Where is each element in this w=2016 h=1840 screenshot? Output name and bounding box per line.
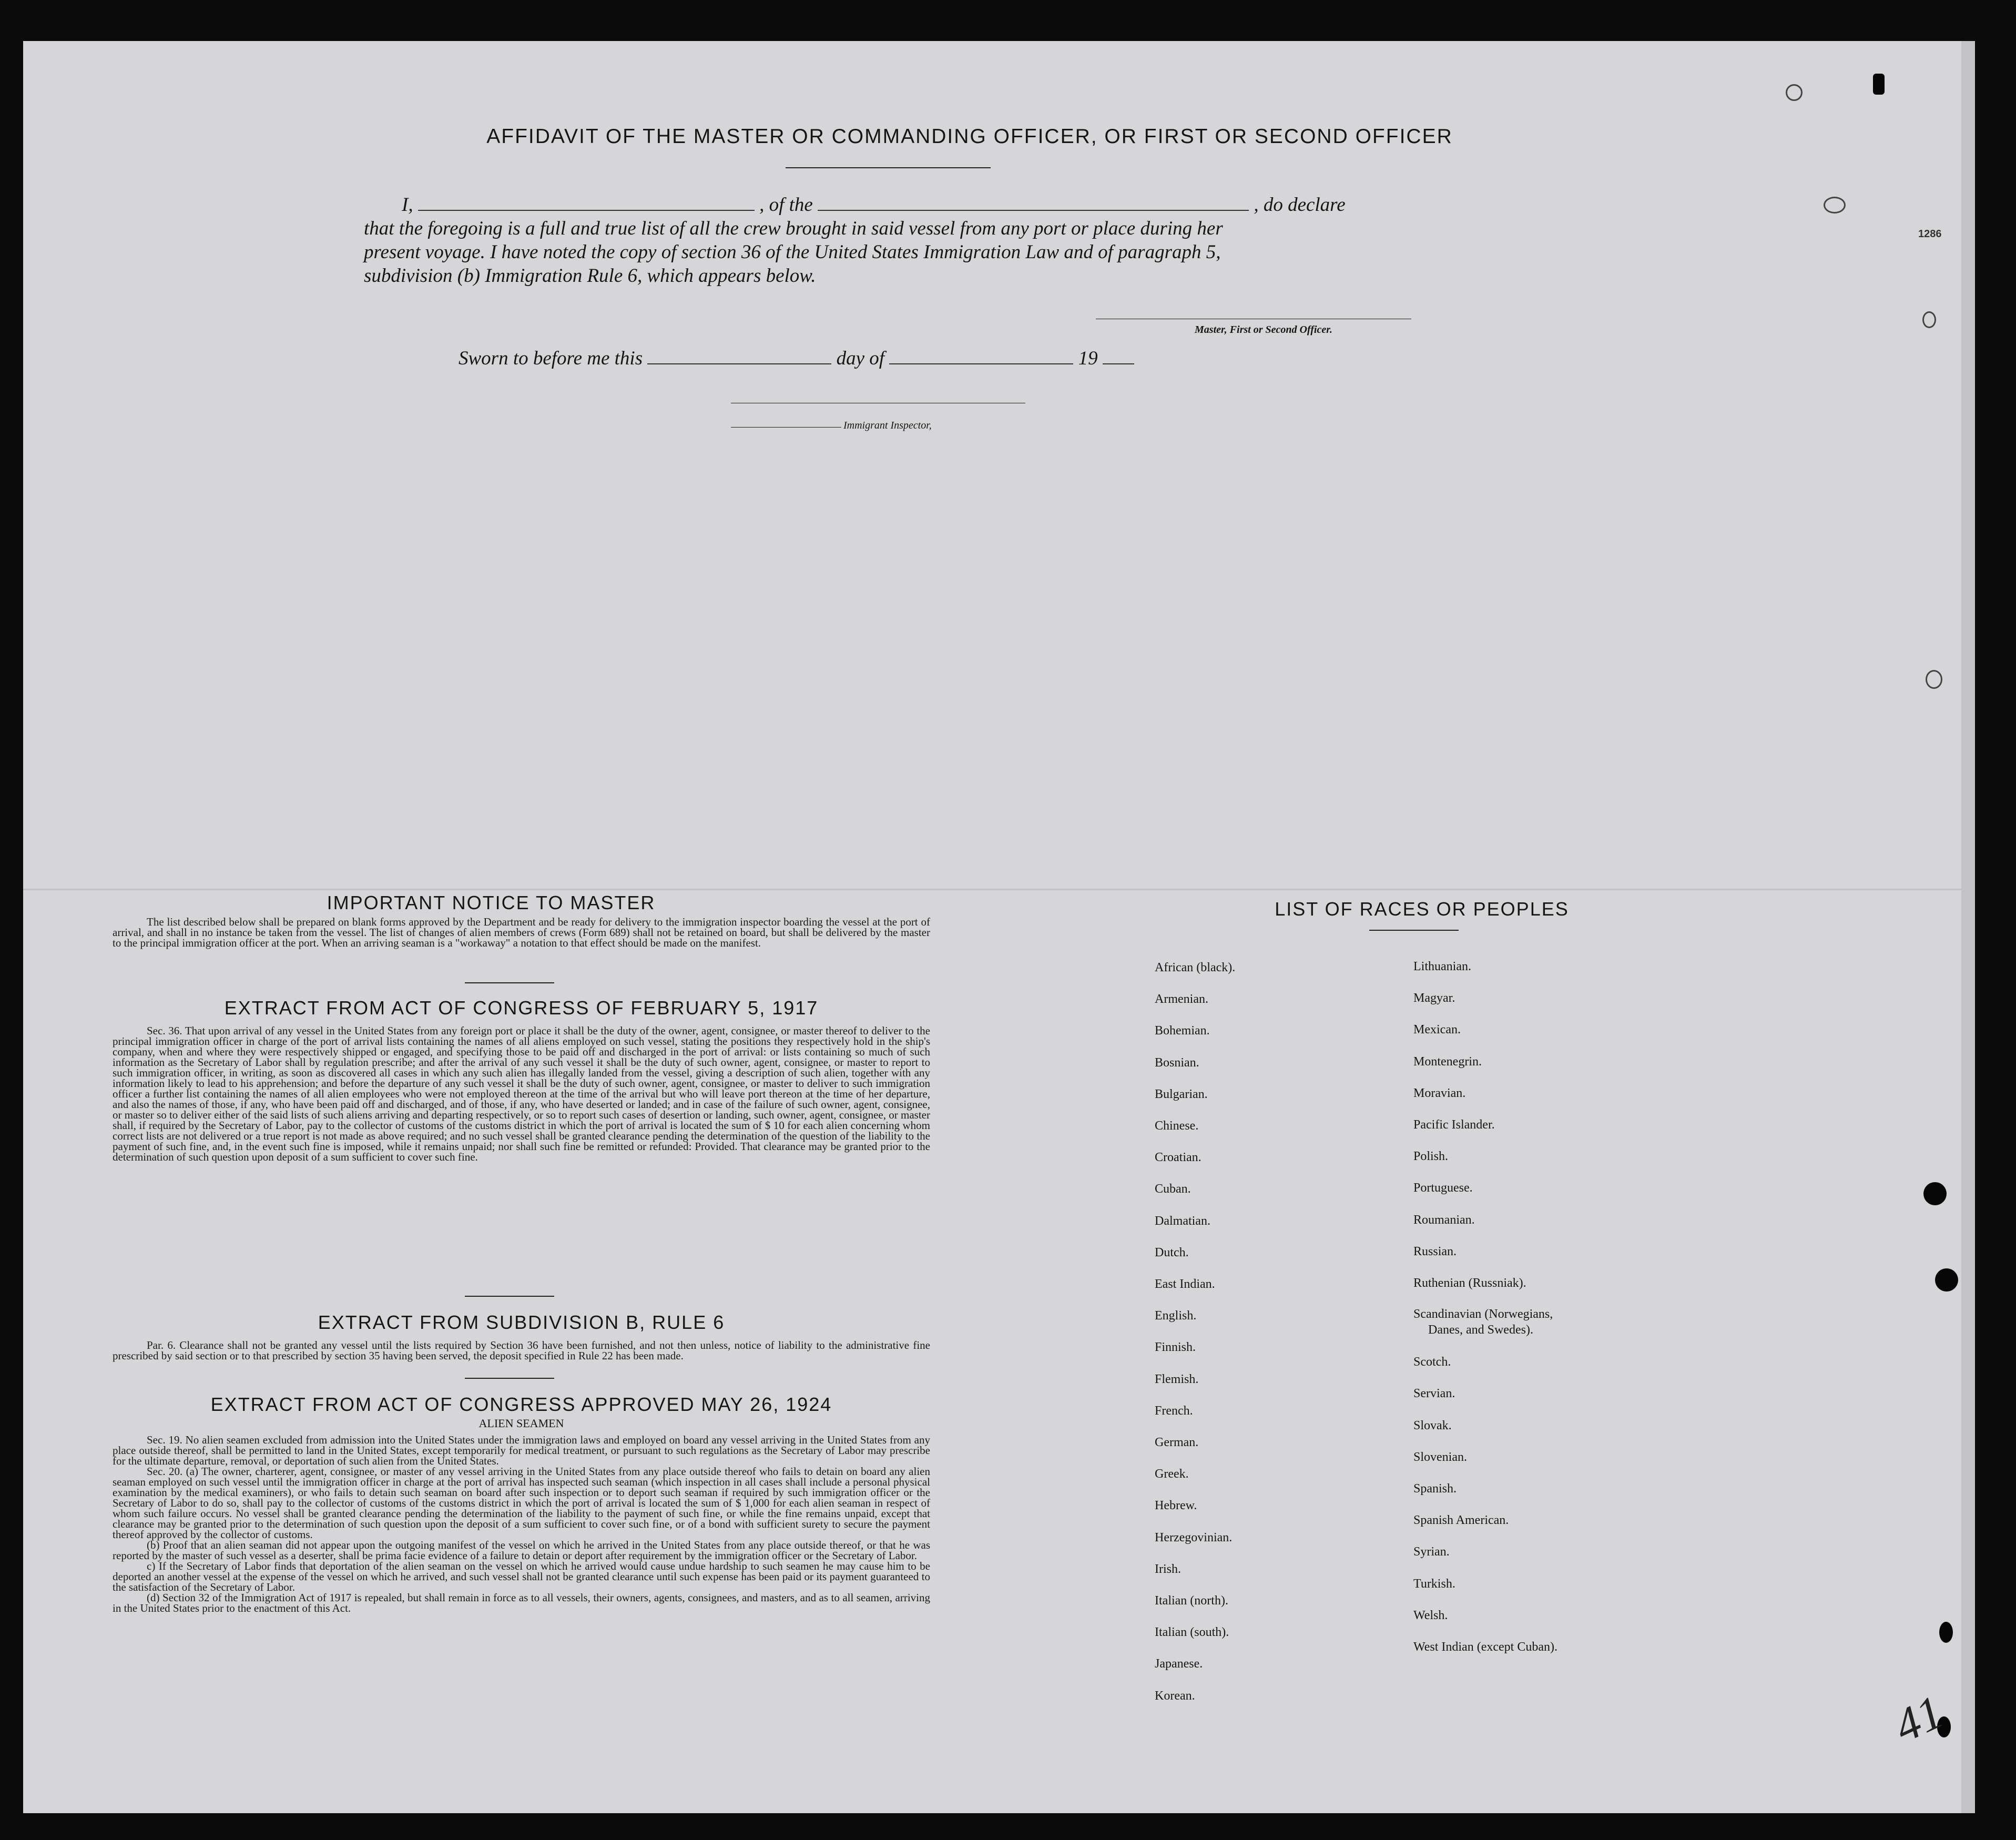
affidavit-title: AFFIDAVIT OF THE MASTER OR COMMANDING OFFICER, OR FIRST OR SECOND OFFICER bbox=[486, 125, 1453, 148]
race-item: Portuguese. bbox=[1413, 1181, 1473, 1195]
binding-hole bbox=[1786, 84, 1803, 101]
extract1-title: EXTRACT FROM ACT OF CONGRESS OF FEBRUARY 5, 1917 bbox=[224, 997, 819, 1019]
race-item: Pacific Islander. bbox=[1413, 1118, 1495, 1132]
extract1-body bbox=[113, 1025, 930, 1162]
race-item: Korean. bbox=[1155, 1689, 1195, 1703]
extract1-divider bbox=[465, 1296, 554, 1297]
year-text: 19 bbox=[1078, 348, 1098, 369]
race-item: Bosnian. bbox=[1155, 1055, 1199, 1070]
races-left-column bbox=[1155, 952, 1235, 1712]
binding-hole bbox=[1922, 311, 1936, 328]
extract3-p5: (d) Section 32 of the Immigration Act of 1917 is repealed, but shall remain in force as to all vessels, their owners, agents, consignees, and masters, and as to all seamen, arriving in the United States prior to the enactment of this Act. bbox=[113, 1591, 930, 1614]
race-item: Japanese. bbox=[1155, 1657, 1203, 1671]
extract3-p1: Sec. 19. No alien seamen excluded from admission into the United States under the immigration laws and employed on board any vessel arriving in the United States from any place outside thereof, shall be permitted to land in the United States, except temporarily for medical treatment, or pursuant to such regulations as the Secretary of Labor may prescribe for the ultimate departure, removal, or deportation of such alien from the United States. bbox=[113, 1434, 930, 1467]
notice-text: The list described below shall be prepared on blank forms approved by the Department and be ready for delivery to the immigration inspector boarding the vessel at the port of arrival, and shall in no instance be taken from the vessel. The list of changes of alien members of crews (Form 689) shall not be retained on board, but shall be delivered by the master to the principal immigration officer at the port. When an arriving seaman is a "workaway" a notation to that effect should be made on the manifest. bbox=[113, 916, 930, 949]
extract2-divider bbox=[465, 1378, 554, 1379]
race-item: Syrian. bbox=[1413, 1545, 1450, 1559]
race-item: Bohemian. bbox=[1155, 1024, 1210, 1038]
extract3-title: EXTRACT FROM ACT OF CONGRESS APPROVED MAY 26, 1924 bbox=[210, 1394, 832, 1415]
race-item: Hebrew. bbox=[1155, 1499, 1197, 1513]
inspector-signature-line-2 bbox=[731, 427, 841, 428]
day-blank bbox=[647, 363, 831, 364]
extract2-text: Par. 6. Clearance shall not be granted any vessel until the lists required by Section 36 have been furnished, and not then unless, notice of liability to the administrative fine prescribed by said section or to that prescribed by section 35 having been served, the deposit specified in Rule 22 has been made. bbox=[113, 1339, 930, 1362]
race-item: French. bbox=[1155, 1404, 1193, 1418]
race-item: German. bbox=[1155, 1436, 1199, 1450]
race-item: Spanish. bbox=[1413, 1482, 1457, 1496]
margin-stamp: 1286 bbox=[1918, 228, 1942, 240]
binding-hole bbox=[1873, 74, 1885, 95]
race-item: Slovak. bbox=[1413, 1418, 1452, 1432]
punch-hole bbox=[1939, 1622, 1953, 1643]
race-item: Chinese. bbox=[1155, 1119, 1199, 1133]
master-signature-label: Master, First or Second Officer. bbox=[1195, 324, 1332, 336]
race-item: African (black). bbox=[1155, 961, 1236, 974]
race-item: Danes, and Swedes). bbox=[1428, 1323, 1533, 1337]
extract2-body bbox=[113, 1340, 930, 1361]
race-item: Magyar. bbox=[1413, 991, 1455, 1005]
declaration-line-3: present voyage. I have noted the copy of section 36 of the United States Immigration Law and of paragraph 5, bbox=[364, 241, 1221, 263]
extract3-p2: Sec. 20. (a) The owner, charterer, agent, consignee, or master of any vessel arriving in the United States from any place outside thereof who fails to detain on board any alien seaman employed on such vessel until the immigration officer in charge at the port of arrival has inspected such seaman (which inspection in all cases shall include a personal physical examination by the medical examiners), or who fails to detain such seaman on board after such inspection or to deport such seaman if required by such immigration officer or the Secretary of Labor to do so, shall pay to the collector of customs of the customs district in which the port of arrival is located the sum of $ 1,000 for each alien seaman in respect of whom such failure occurs. No vessel shall be granted clearance pending the determination of the liability to the payment of such fine, or while the fine remains unpaid, except that clearance may be granted prior to the determination of such question upon the deposit of a sum sufficient to cover such fine, or of a bond with sufficient surety to secure the payment thereof approved by the collector of customs. bbox=[113, 1465, 930, 1541]
binding-hole bbox=[1926, 670, 1942, 689]
day-of-text: day of bbox=[836, 348, 885, 369]
document-page bbox=[23, 41, 1975, 1813]
notice-divider bbox=[465, 982, 554, 983]
races-right-column bbox=[1413, 951, 1557, 1663]
race-item: Finnish. bbox=[1155, 1340, 1196, 1355]
race-item: Herzegovinian. bbox=[1155, 1530, 1233, 1544]
name-blank bbox=[418, 210, 755, 211]
race-item: Welsh. bbox=[1413, 1608, 1448, 1622]
race-item: Bulgarian. bbox=[1155, 1087, 1208, 1101]
race-item: West Indian (except Cuban). bbox=[1413, 1640, 1557, 1654]
race-item: Roumanian. bbox=[1413, 1213, 1475, 1227]
race-item: Cuban. bbox=[1155, 1182, 1191, 1196]
races-underline bbox=[1369, 930, 1459, 931]
race-item: Servian. bbox=[1413, 1387, 1455, 1401]
notice-title: IMPORTANT NOTICE TO MASTER bbox=[327, 892, 656, 913]
sworn-line bbox=[459, 347, 1134, 370]
extract2-title: EXTRACT FROM SUBDIVISION B, RULE 6 bbox=[318, 1312, 725, 1333]
month-blank bbox=[889, 363, 1073, 364]
race-item: Mexican. bbox=[1413, 1023, 1461, 1037]
title-underline bbox=[786, 167, 991, 168]
declaration-do-declare: , do declare bbox=[1254, 194, 1346, 216]
race-item: Croatian. bbox=[1155, 1151, 1202, 1165]
race-item: Russian. bbox=[1413, 1244, 1457, 1258]
race-item: Turkish. bbox=[1413, 1577, 1455, 1591]
declaration-of-the: , of the bbox=[759, 194, 813, 216]
race-item: Irish. bbox=[1155, 1562, 1181, 1576]
declaration-line-1 bbox=[402, 194, 1346, 216]
race-item: Italian (north). bbox=[1155, 1594, 1228, 1608]
race-item: Moravian. bbox=[1413, 1086, 1466, 1100]
races-title: LIST OF RACES OR PEOPLES bbox=[1275, 898, 1569, 920]
vessel-blank bbox=[818, 210, 1249, 211]
fold-line bbox=[23, 889, 1975, 890]
race-item: Armenian. bbox=[1155, 992, 1208, 1007]
race-item: Greek. bbox=[1155, 1467, 1189, 1481]
race-item: Scotch. bbox=[1413, 1355, 1451, 1369]
race-item: Italian (south). bbox=[1155, 1625, 1229, 1640]
handwritten-mark: 41 bbox=[1886, 1685, 1951, 1753]
page-edge bbox=[1961, 41, 1975, 1813]
inspector-label: Immigrant Inspector, bbox=[843, 420, 932, 431]
punch-hole bbox=[1923, 1182, 1947, 1205]
extract3-body bbox=[113, 1435, 930, 1613]
race-item: Dutch. bbox=[1155, 1245, 1189, 1259]
race-item: Montenegrin. bbox=[1413, 1054, 1482, 1069]
extract3-p4: c) If the Secretary of Labor finds that deportation of the alien seaman on the vessel on which he arrived would cause undue hardship to such seamen he may cause him to be deported an another vessel at the expense of the vessel on which he arrived, and such vessel shall not be granted clearance until such expense has been paid or its payment guaranteed to the satisfaction of the Secretary of Labor. bbox=[113, 1560, 930, 1593]
race-item: Scandinavian (Norwegians, bbox=[1413, 1307, 1553, 1321]
race-item: Slovenian. bbox=[1413, 1450, 1467, 1464]
extract3-p3: (b) Proof that an alien seaman did not appear upon the outgoing manifest of the vessel on which he arrived in the United States from any place outside thereof, or that he was reported by the master of such vessel as a deserter, shall be prima facie evidence of a failure to detain or deport after requirement by the immigration officer or the Secretary of Labor. bbox=[113, 1539, 930, 1562]
race-item: East Indian. bbox=[1155, 1277, 1215, 1292]
declaration-line-4: subdivision (b) Immigration Rule 6, which appears below. bbox=[364, 265, 816, 287]
race-item: Dalmatian. bbox=[1155, 1214, 1210, 1228]
declaration-i: I, bbox=[402, 194, 413, 216]
race-item: Ruthenian (Russniak). bbox=[1413, 1276, 1526, 1290]
sworn-text: Sworn to before me this bbox=[459, 348, 643, 369]
extract1-text: Sec. 36. That upon arrival of any vessel in the United States from any foreign port or place it shall be the duty of the owner, agent, consignee, or master thereof to deliver to the principal immigration officer in charge of the port of arrival lists containing the names of all aliens employed on such vessel, stating the positions they respectively hold in the ship's company, when and where they were respectively shipped or engaged, and specifying those to be paid off and discharged in the port of arrival: or lists containing so much of such information as the Secretary of Labor shall by regulation prescribe; and after the arrival of any such vessel it shall be the duty of such owner, agent, consignee, or master to report to such immigration officer, in writing, as soon as discovered all cases in which any such alien has illegally landed from the vessel, giving a description of such alien, together with any information likely to lead to his apprehension; and before the departure of any such vessel it shall be the duty of such owner, agent, consignee, or master to deliver to such immigration officer a further list containing the names of all alien employees who were not employed thereon at the time of the arrival but who will leave port thereon at the time of her departure, and also the names of those, if any, who have been paid off and discharged, and of those, if any, who have deserted or landed; and in case of the failure of such owner, agent, consignee, or master so to deliver either of the said lists of such aliens arriving and departing respectively, or so to report such cases of desertion or landing, such owner, agent, consignee, or master shall, if required by the Secretary of Labor, pay to the collector of customs of the customs district in which the port of arrival is located the sum of $ 10 for each alien concerning whom correct lists are not delivered or a true report is not made as above required; and no such vessel shall be granted clearance pending the determination of the question of the liability to the payment of such fine, and, in the event such fine is imposed, while it remains unpaid; nor shall such fine be remitted or refunded: Provided. That clearance may be granted prior to the determination of such question upon deposit of a sum sufficient to cover such fine. bbox=[113, 1024, 930, 1163]
race-item: Spanish American. bbox=[1413, 1513, 1509, 1528]
race-item: Lithuanian. bbox=[1413, 960, 1471, 973]
year-blank bbox=[1103, 363, 1134, 364]
extract3-subtitle: ALIEN SEAMEN bbox=[478, 1417, 564, 1430]
binding-hole bbox=[1824, 197, 1846, 214]
notice-body bbox=[113, 917, 930, 948]
punch-hole bbox=[1935, 1268, 1958, 1292]
race-item: English. bbox=[1155, 1309, 1197, 1323]
race-item: Polish. bbox=[1413, 1150, 1449, 1164]
declaration-line-2: that the foregoing is a full and true list of all the crew brought in said vessel from any port or place during her bbox=[364, 218, 1223, 239]
race-item: Flemish. bbox=[1155, 1372, 1199, 1386]
